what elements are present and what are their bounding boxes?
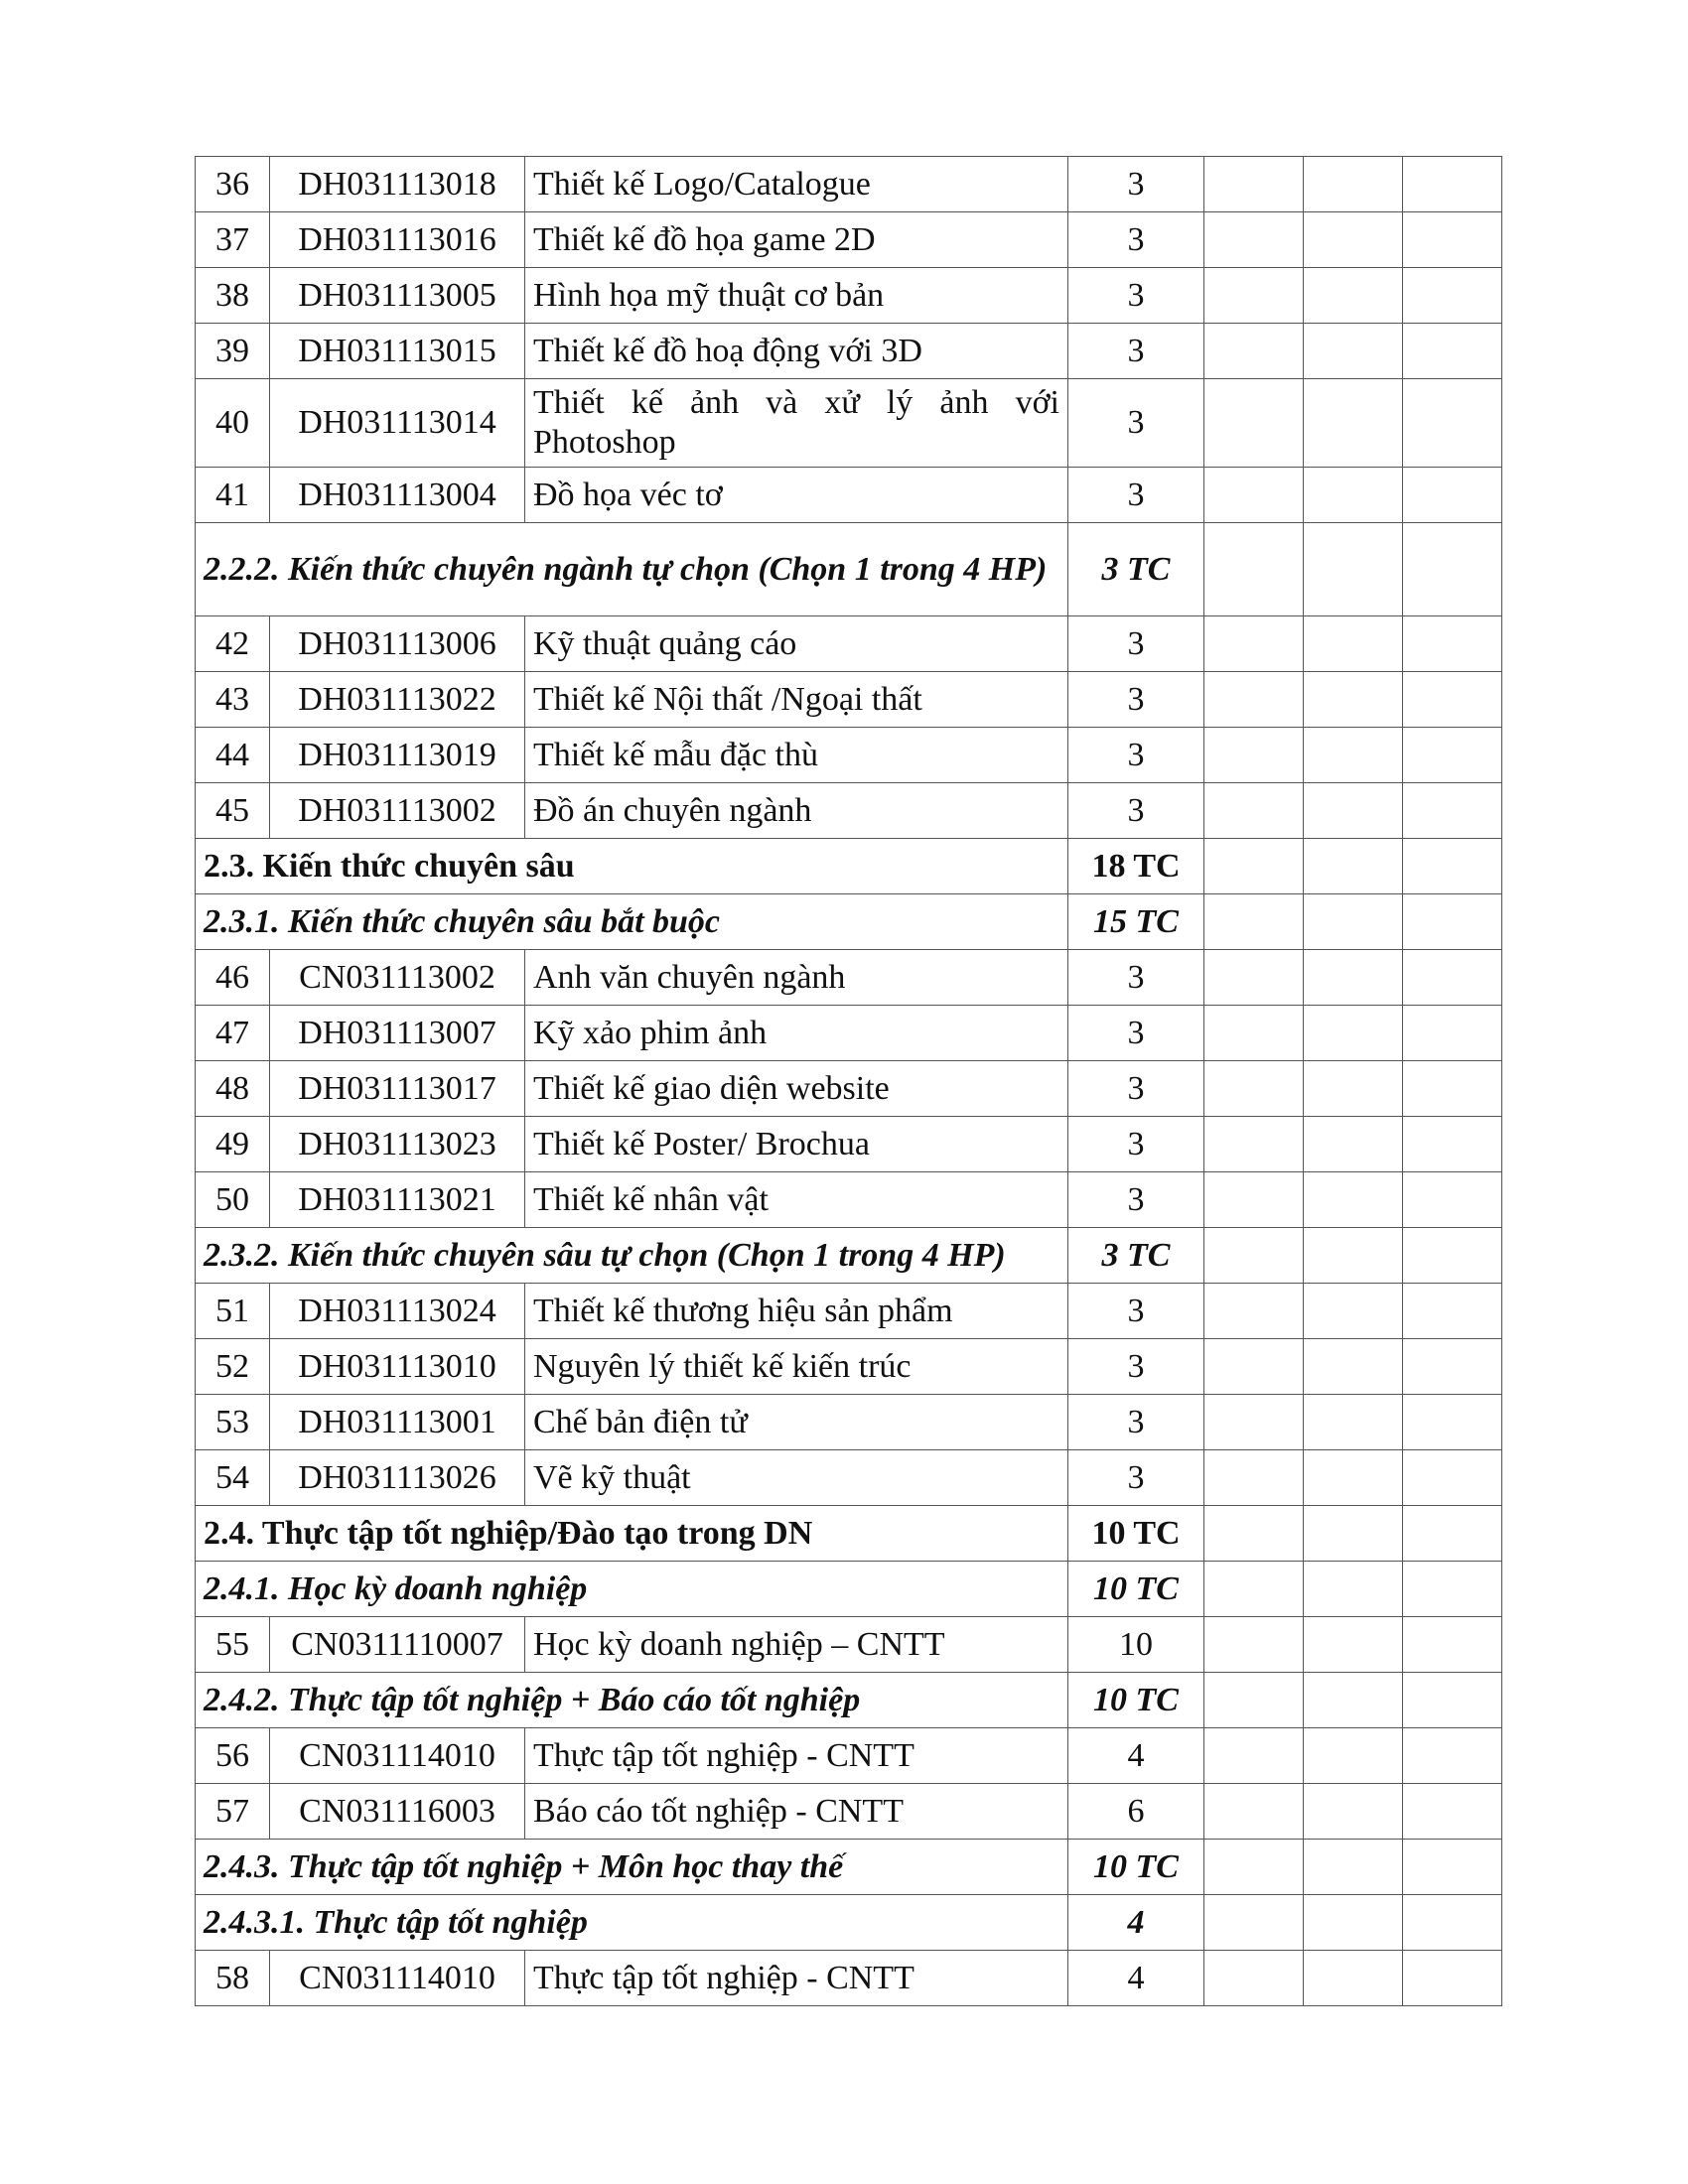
empty-cell <box>1304 1562 1403 1617</box>
section-row <box>196 523 1502 616</box>
section-credits: 15 TC <box>1068 894 1204 950</box>
course-row <box>196 783 1502 839</box>
course-name: Anh văn chuyên ngành <box>525 950 1068 1006</box>
course-number: 48 <box>196 1061 270 1117</box>
empty-cell <box>1204 894 1304 950</box>
section-credits: 18 TC <box>1068 839 1204 894</box>
course-row <box>196 1784 1502 1840</box>
course-credits: 3 <box>1068 268 1204 324</box>
empty-cell <box>1403 616 1502 672</box>
course-credits: 10 <box>1068 1617 1204 1673</box>
empty-cell <box>1204 1395 1304 1450</box>
empty-cell <box>1304 212 1403 268</box>
empty-cell <box>1204 1172 1304 1228</box>
course-credits: 3 <box>1068 1061 1204 1117</box>
course-number: 42 <box>196 616 270 672</box>
empty-cell <box>1403 1006 1502 1061</box>
empty-cell <box>1403 1450 1502 1506</box>
section-title: 2.4.1. Học kỳ doanh nghiệp <box>196 1562 1068 1617</box>
empty-cell <box>1403 783 1502 839</box>
course-row <box>196 268 1502 324</box>
course-credits: 3 <box>1068 1006 1204 1061</box>
empty-cell <box>1304 1450 1403 1506</box>
empty-cell <box>1403 1562 1502 1617</box>
course-number: 45 <box>196 783 270 839</box>
course-name: Học kỳ doanh nghiệp – CNTT <box>525 1617 1068 1673</box>
section-row <box>196 1673 1502 1728</box>
empty-cell <box>1204 1840 1304 1895</box>
course-number: 52 <box>196 1339 270 1395</box>
course-credits: 3 <box>1068 1450 1204 1506</box>
course-row <box>196 1395 1502 1450</box>
course-name: Thiết kế ảnh và xử lý ảnh với Photoshop <box>525 379 1068 468</box>
course-code: CN031116003 <box>270 1784 525 1840</box>
empty-cell <box>1304 379 1403 468</box>
empty-cell <box>1304 523 1403 616</box>
course-credits: 6 <box>1068 1784 1204 1840</box>
empty-cell <box>1304 268 1403 324</box>
empty-cell <box>1304 1951 1403 2006</box>
course-number: 56 <box>196 1728 270 1784</box>
section-title: 2.3.2. Kiến thức chuyên sâu tự chọn (Chọn 1 trong 4 HP) <box>196 1228 1068 1284</box>
course-number: 40 <box>196 379 270 468</box>
course-number: 38 <box>196 268 270 324</box>
section-title: 2.4.2. Thực tập tốt nghiệp + Báo cáo tốt nghiệp <box>196 1673 1068 1728</box>
empty-cell <box>1403 523 1502 616</box>
course-name: Báo cáo tốt nghiệp - CNTT <box>525 1784 1068 1840</box>
empty-cell <box>1304 616 1403 672</box>
course-name: Thực tập tốt nghiệp - CNTT <box>525 1951 1068 2006</box>
empty-cell <box>1403 1840 1502 1895</box>
empty-cell <box>1403 1172 1502 1228</box>
course-number: 50 <box>196 1172 270 1228</box>
table-body <box>196 157 1502 2006</box>
course-name: Thiết kế đồ họa game 2D <box>525 212 1068 268</box>
course-row <box>196 157 1502 212</box>
course-row <box>196 1172 1502 1228</box>
course-number: 46 <box>196 950 270 1006</box>
course-credits: 3 <box>1068 1339 1204 1395</box>
empty-cell <box>1304 728 1403 783</box>
course-row <box>196 1006 1502 1061</box>
course-name: Thiết kế nhân vật <box>525 1172 1068 1228</box>
empty-cell <box>1403 212 1502 268</box>
empty-cell <box>1204 1951 1304 2006</box>
course-credits: 3 <box>1068 728 1204 783</box>
empty-cell <box>1304 324 1403 379</box>
course-name: Vẽ kỹ thuật <box>525 1450 1068 1506</box>
empty-cell <box>1204 672 1304 728</box>
empty-cell <box>1204 523 1304 616</box>
empty-cell <box>1304 1117 1403 1172</box>
course-row <box>196 672 1502 728</box>
section-credits: 10 TC <box>1068 1840 1204 1895</box>
course-row <box>196 1061 1502 1117</box>
course-row <box>196 950 1502 1006</box>
empty-cell <box>1403 1228 1502 1284</box>
course-row <box>196 324 1502 379</box>
course-code: DH031113002 <box>270 783 525 839</box>
empty-cell <box>1204 1895 1304 1951</box>
section-title: 2.3. Kiến thức chuyên sâu <box>196 839 1068 894</box>
empty-cell <box>1304 1728 1403 1784</box>
empty-cell <box>1403 839 1502 894</box>
empty-cell <box>1204 1006 1304 1061</box>
course-code: DH031113022 <box>270 672 525 728</box>
course-code: CN031114010 <box>270 1728 525 1784</box>
empty-cell <box>1304 1673 1403 1728</box>
section-title: 2.3.1. Kiến thức chuyên sâu bắt buộc <box>196 894 1068 950</box>
course-number: 54 <box>196 1450 270 1506</box>
section-row <box>196 1895 1502 1951</box>
empty-cell <box>1304 1617 1403 1673</box>
empty-cell <box>1204 468 1304 523</box>
course-row <box>196 616 1502 672</box>
course-number: 58 <box>196 1951 270 2006</box>
empty-cell <box>1304 1895 1403 1951</box>
empty-cell <box>1403 1951 1502 2006</box>
course-code: DH031113014 <box>270 379 525 468</box>
course-number: 51 <box>196 1284 270 1339</box>
course-code: CN031114010 <box>270 1951 525 2006</box>
course-code: DH031113004 <box>270 468 525 523</box>
section-row <box>196 1506 1502 1562</box>
empty-cell <box>1204 1339 1304 1395</box>
course-code: DH031113010 <box>270 1339 525 1395</box>
course-name: Thiết kế mẫu đặc thù <box>525 728 1068 783</box>
empty-cell <box>1204 1061 1304 1117</box>
section-credits: 3 TC <box>1068 1228 1204 1284</box>
course-code: DH031113016 <box>270 212 525 268</box>
course-credits: 3 <box>1068 468 1204 523</box>
empty-cell <box>1403 1617 1502 1673</box>
empty-cell <box>1204 783 1304 839</box>
course-credits: 4 <box>1068 1728 1204 1784</box>
empty-cell <box>1204 379 1304 468</box>
empty-cell <box>1204 1506 1304 1562</box>
course-credits: 3 <box>1068 1117 1204 1172</box>
course-row <box>196 1284 1502 1339</box>
course-row <box>196 379 1502 468</box>
course-credits: 3 <box>1068 157 1204 212</box>
course-name: Thiết kế Nội thất /Ngoại thất <box>525 672 1068 728</box>
course-number: 57 <box>196 1784 270 1840</box>
empty-cell <box>1304 1840 1403 1895</box>
empty-cell <box>1304 783 1403 839</box>
course-name: Thiết kế Poster/ Brochua <box>525 1117 1068 1172</box>
course-number: 44 <box>196 728 270 783</box>
course-code: DH031113007 <box>270 1006 525 1061</box>
empty-cell <box>1403 1339 1502 1395</box>
course-credits: 3 <box>1068 1284 1204 1339</box>
course-row <box>196 1951 1502 2006</box>
course-name: Kỹ xảo phim ảnh <box>525 1006 1068 1061</box>
empty-cell <box>1403 324 1502 379</box>
empty-cell <box>1403 950 1502 1006</box>
course-code: DH031113006 <box>270 616 525 672</box>
empty-cell <box>1204 950 1304 1006</box>
empty-cell <box>1304 1284 1403 1339</box>
course-name: Kỹ thuật quảng cáo <box>525 616 1068 672</box>
section-credits: 10 TC <box>1068 1673 1204 1728</box>
course-number: 49 <box>196 1117 270 1172</box>
course-code: DH031113005 <box>270 268 525 324</box>
course-row <box>196 1450 1502 1506</box>
empty-cell <box>1204 1728 1304 1784</box>
course-code: DH031113017 <box>270 1061 525 1117</box>
empty-cell <box>1403 1284 1502 1339</box>
course-name: Thiết kế Logo/Catalogue <box>525 157 1068 212</box>
course-number: 39 <box>196 324 270 379</box>
empty-cell <box>1304 1339 1403 1395</box>
section-row <box>196 1228 1502 1284</box>
empty-cell <box>1403 1895 1502 1951</box>
empty-cell <box>1304 1228 1403 1284</box>
section-title: 2.4.3. Thực tập tốt nghiệp + Môn học thay thế <box>196 1840 1068 1895</box>
course-row <box>196 212 1502 268</box>
empty-cell <box>1403 1673 1502 1728</box>
course-row <box>196 1617 1502 1673</box>
section-credits: 3 TC <box>1068 523 1204 616</box>
empty-cell <box>1304 1506 1403 1562</box>
course-code: DH031113021 <box>270 1172 525 1228</box>
section-credits: 4 <box>1068 1895 1204 1951</box>
empty-cell <box>1403 1117 1502 1172</box>
course-code: CN031113002 <box>270 950 525 1006</box>
empty-cell <box>1304 672 1403 728</box>
empty-cell <box>1204 616 1304 672</box>
empty-cell <box>1304 1172 1403 1228</box>
course-row <box>196 728 1502 783</box>
course-row <box>196 1117 1502 1172</box>
empty-cell <box>1403 728 1502 783</box>
empty-cell <box>1204 1450 1304 1506</box>
course-name: Thiết kế đồ hoạ động với 3D <box>525 324 1068 379</box>
empty-cell <box>1204 1284 1304 1339</box>
empty-cell <box>1204 1617 1304 1673</box>
empty-cell <box>1204 1117 1304 1172</box>
empty-cell <box>1403 1395 1502 1450</box>
course-credits: 3 <box>1068 212 1204 268</box>
empty-cell <box>1204 728 1304 783</box>
section-row <box>196 894 1502 950</box>
empty-cell <box>1304 950 1403 1006</box>
course-number: 36 <box>196 157 270 212</box>
course-row <box>196 1728 1502 1784</box>
empty-cell <box>1403 468 1502 523</box>
empty-cell <box>1204 839 1304 894</box>
course-name: Thiết kế thương hiệu sản phẩm <box>525 1284 1068 1339</box>
empty-cell <box>1304 894 1403 950</box>
course-credits: 3 <box>1068 672 1204 728</box>
course-name: Thiết kế giao diện website <box>525 1061 1068 1117</box>
course-credits: 4 <box>1068 1951 1204 2006</box>
document-page <box>195 156 1502 2006</box>
section-row <box>196 839 1502 894</box>
empty-cell <box>1204 1673 1304 1728</box>
empty-cell <box>1304 1395 1403 1450</box>
empty-cell <box>1204 324 1304 379</box>
empty-cell <box>1204 212 1304 268</box>
section-title: 2.2.2. Kiến thức chuyên ngành tự chọn (Chọn 1 trong 4 HP) <box>196 523 1068 616</box>
course-row <box>196 1339 1502 1395</box>
curriculum-table <box>195 156 1502 2006</box>
empty-cell <box>1204 157 1304 212</box>
course-name: Chế bản điện tử <box>525 1395 1068 1450</box>
empty-cell <box>1204 1784 1304 1840</box>
course-credits: 3 <box>1068 324 1204 379</box>
course-credits: 3 <box>1068 950 1204 1006</box>
section-credits: 10 TC <box>1068 1506 1204 1562</box>
empty-cell <box>1403 672 1502 728</box>
course-code: DH031113018 <box>270 157 525 212</box>
course-credits: 3 <box>1068 616 1204 672</box>
section-credits: 10 TC <box>1068 1562 1204 1617</box>
course-number: 41 <box>196 468 270 523</box>
course-name: Đồ án chuyên ngành <box>525 783 1068 839</box>
course-code: DH031113019 <box>270 728 525 783</box>
empty-cell <box>1403 268 1502 324</box>
course-number: 37 <box>196 212 270 268</box>
course-credits: 3 <box>1068 783 1204 839</box>
empty-cell <box>1403 1506 1502 1562</box>
empty-cell <box>1204 1562 1304 1617</box>
course-number: 47 <box>196 1006 270 1061</box>
empty-cell <box>1403 894 1502 950</box>
course-code: DH031113001 <box>270 1395 525 1450</box>
course-credits: 3 <box>1068 379 1204 468</box>
course-number: 43 <box>196 672 270 728</box>
course-number: 55 <box>196 1617 270 1673</box>
empty-cell <box>1403 1061 1502 1117</box>
course-name: Nguyên lý thiết kế kiến trúc <box>525 1339 1068 1395</box>
section-row <box>196 1562 1502 1617</box>
empty-cell <box>1204 1228 1304 1284</box>
course-credits: 3 <box>1068 1395 1204 1450</box>
empty-cell <box>1304 468 1403 523</box>
empty-cell <box>1403 1728 1502 1784</box>
course-credits: 3 <box>1068 1172 1204 1228</box>
section-row <box>196 1840 1502 1895</box>
empty-cell <box>1403 157 1502 212</box>
course-number: 53 <box>196 1395 270 1450</box>
empty-cell <box>1304 1006 1403 1061</box>
course-code: DH031113015 <box>270 324 525 379</box>
course-name: Hình họa mỹ thuật cơ bản <box>525 268 1068 324</box>
course-name: Đồ họa véc tơ <box>525 468 1068 523</box>
course-code: DH031113026 <box>270 1450 525 1506</box>
empty-cell <box>1304 1061 1403 1117</box>
empty-cell <box>1403 379 1502 468</box>
empty-cell <box>1304 157 1403 212</box>
empty-cell <box>1304 839 1403 894</box>
empty-cell <box>1403 1784 1502 1840</box>
course-code: CN0311110007 <box>270 1617 525 1673</box>
course-name: Thực tập tốt nghiệp - CNTT <box>525 1728 1068 1784</box>
section-title: 2.4. Thực tập tốt nghiệp/Đào tạo trong DN <box>196 1506 1068 1562</box>
section-title: 2.4.3.1. Thực tập tốt nghiệp <box>196 1895 1068 1951</box>
course-code: DH031113024 <box>270 1284 525 1339</box>
course-row <box>196 468 1502 523</box>
empty-cell <box>1204 268 1304 324</box>
course-code: DH031113023 <box>270 1117 525 1172</box>
empty-cell <box>1304 1784 1403 1840</box>
